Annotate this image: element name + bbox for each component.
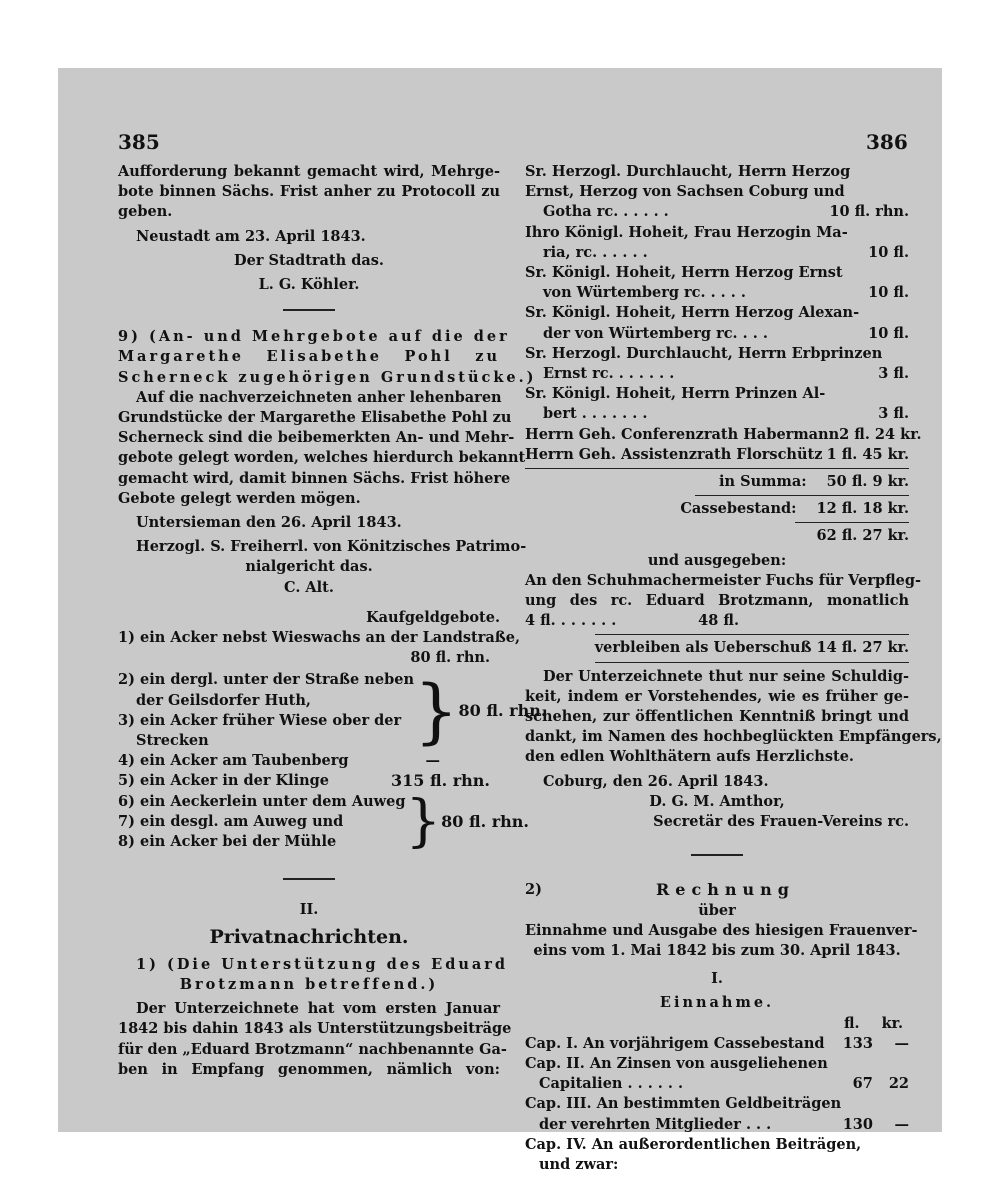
private-body: für den „Eduard Brotzmann“ nachbenannte Ga- xyxy=(118,1040,507,1058)
notice-body: gemacht wird, damit binnen Sächs. Frist höhere xyxy=(118,469,511,487)
closing-text: den edlen Wohlthätern aufs Herzlichste. xyxy=(525,748,854,766)
donor-name: bert . . . . . . . xyxy=(543,405,648,423)
notice-place: Untersieman den 26. April 1843. xyxy=(136,514,402,532)
donor-name: der von Würtemberg rc. . . . xyxy=(543,324,768,342)
notice-court: nialgericht das. xyxy=(245,558,373,576)
notice-title: Scherneck zugehörigen Grundstücke.) xyxy=(118,368,537,386)
donor-name: Herrn Geh. Assistenzrath Florschütz xyxy=(525,445,823,463)
donor-name: Sr. Herzogl. Durchlaucht, Herrn Herzog xyxy=(525,163,851,180)
signature: L. G. Köhler. xyxy=(258,276,360,294)
offer-item: 2) ein dergl. unter der Straße neben xyxy=(118,671,414,689)
offer-row xyxy=(118,751,500,771)
donor-amount: 3 fl. xyxy=(878,365,909,383)
notice-body: Grundstücke der Margarethe Elisabethe Pohl zu xyxy=(118,409,512,427)
donor-row xyxy=(525,384,909,404)
section-title: Privatnachrichten. xyxy=(209,925,409,948)
donor-row xyxy=(525,202,909,222)
donor-row xyxy=(525,445,909,465)
surplus: verbleiben als Ueberschuß 14 fl. 27 kr. xyxy=(594,639,909,657)
cash-row xyxy=(525,499,909,519)
sum-rule xyxy=(695,495,909,496)
roman-numeral: I. xyxy=(711,970,723,988)
income-amount xyxy=(843,1155,909,1175)
income-title: Einnahme. xyxy=(659,994,775,1012)
donor-name: Ernst rc. . . . . . . xyxy=(543,365,675,383)
offer-item: 5) ein Acker in der Klinge xyxy=(118,772,330,790)
private-body: 1842 bis dahin 1843 als Unterstützungsbeiträge xyxy=(118,1020,512,1038)
notice-body: Scherneck sind die beibemerkten An- und Mehr- xyxy=(118,429,515,447)
income-amount xyxy=(843,1115,909,1135)
issued-amount: 48 fl. xyxy=(698,612,739,630)
donor-row xyxy=(525,344,909,364)
col-fl: fl. xyxy=(844,1014,860,1032)
income-amount xyxy=(843,1074,909,1094)
brace: } xyxy=(405,788,442,854)
right-page-number: 386 xyxy=(866,130,908,154)
donor-name: Sr. Königl. Hoheit, Herrn Herzog Alexan- xyxy=(525,304,860,322)
notice-sign: C. Alt. xyxy=(284,578,334,596)
place-date: Neustadt am 23. April 1843. xyxy=(136,227,366,245)
offer-amount: 80 fl. rhn. xyxy=(458,700,547,720)
offer-item: 7) ein desgl. am Auweg und xyxy=(118,812,344,830)
cash-label: Cassebestand: xyxy=(680,500,797,518)
divider xyxy=(283,878,335,880)
brace: } xyxy=(413,669,459,752)
income-fl: 67 xyxy=(852,1075,873,1093)
income-label-cont: Capitalien . . . . . . xyxy=(539,1075,684,1093)
closing-text: Der Unterzeichnete thut nur seine Schuldig- xyxy=(543,667,909,685)
sum-rule xyxy=(525,468,909,469)
intro-line: bote binnen Sächs. Frist anher zu Protocoll zu xyxy=(118,183,500,201)
offer-amount: 80 fl. rhn. xyxy=(410,649,490,667)
income-label: Cap. II. An Zinsen von ausgeliehenen xyxy=(525,1054,828,1072)
notice-title: Margarethe Elisabethe Pohl zu xyxy=(118,348,500,366)
closing-sign: Secretär des Frauen-Vereins rc. xyxy=(653,813,909,831)
closing-sign: D. G. M. Amthor, xyxy=(649,792,785,810)
offer-amount: 80 fl. rhn. xyxy=(441,811,529,831)
donor-amount: 2 fl. 24 kr. xyxy=(839,425,922,443)
total-amount: 62 fl. 27 kr. xyxy=(816,527,909,545)
issued-row xyxy=(525,611,909,631)
col-kr: kr. xyxy=(881,1014,903,1032)
donor-row xyxy=(525,303,909,323)
donor-row xyxy=(525,425,922,445)
donor-row xyxy=(525,263,909,283)
income-row xyxy=(525,1115,909,1135)
closing-place: Coburg, den 26. April 1843. xyxy=(543,772,769,790)
notice-body: Auf die nachverzeichneten anher lehenbaren xyxy=(136,388,502,406)
offer-item: 6) ein Aeckerlein unter dem Auweg xyxy=(118,792,406,810)
closing-text: keit, indem er Vorstehendes, wie es früher ge- xyxy=(525,687,909,705)
surplus-rule xyxy=(595,634,909,635)
offer-amount: — xyxy=(425,752,440,770)
intro-line: Aufforderung bekannt gemacht wird, Mehrge- xyxy=(118,163,500,180)
report-sub: eins vom 1. Mai 1842 bis zum 30. April 1843. xyxy=(533,941,901,959)
report-title: Rechnung xyxy=(656,880,795,900)
donor-row xyxy=(525,364,909,384)
offer-item: 1) ein Acker nebst Wieswachs an der Landstraße, xyxy=(118,629,521,647)
offers-header: Kaufgeldgebote. xyxy=(366,608,500,626)
right-column xyxy=(525,162,942,1175)
private-title: Brotzmann betreffend.) xyxy=(179,975,439,993)
report-sub: Einnahme und Ausgabe des hiesigen Frauenver- xyxy=(525,921,918,939)
donor-name: Sr. Königl. Hoheit, Herrn Herzog Ernst xyxy=(525,264,843,282)
income-row xyxy=(525,1074,909,1094)
income-kr: — xyxy=(894,1115,909,1133)
donor-amount: 10 fl. xyxy=(868,243,909,261)
offer-group xyxy=(118,670,546,751)
surplus-rule xyxy=(595,662,909,663)
closing-text: schehen, zur öffentlichen Kenntniß bringt und xyxy=(525,708,909,726)
donor-row xyxy=(525,162,909,182)
authority: Der Stadtrath das. xyxy=(234,251,384,269)
income-amount xyxy=(843,1034,909,1054)
private-title: 1) (Die Unterstützung des Eduard xyxy=(136,955,509,973)
offer-item: Strecken xyxy=(136,732,209,750)
income-col-headers xyxy=(525,1014,909,1034)
issued-text: 4 fl. . . . . . . xyxy=(525,612,617,630)
report-heading xyxy=(525,880,909,900)
donor-name: von Würtemberg rc. . . . . xyxy=(543,284,746,302)
cash-amount: 12 fl. 18 kr. xyxy=(816,500,909,518)
income-label: Cap. III. An bestimmten Geldbeiträgen xyxy=(525,1095,842,1113)
left-page-number: 385 xyxy=(118,130,160,154)
offer-group xyxy=(118,788,529,854)
report-sub: über xyxy=(698,901,736,919)
closing-text: dankt, im Namen des hochbeglückten Empfängers, xyxy=(525,728,942,746)
donor-row xyxy=(525,283,909,303)
private-body: Der Unterzeichnete hat vom ersten Januar xyxy=(136,1000,500,1018)
income-label-cont: und zwar: xyxy=(539,1155,619,1173)
offer-item: 4) ein Acker am Taubenberg xyxy=(118,752,349,770)
donor-name: Herrn Geh. Conferenzrath Habermann xyxy=(525,425,840,443)
donor-name: Sr. Herzogl. Durchlaucht, Herrn Erbprinzen xyxy=(525,344,883,362)
income-kr xyxy=(889,1155,909,1175)
income-list xyxy=(525,1034,909,1175)
offer-item: 3) ein Acker früher Wiese ober der xyxy=(118,711,402,729)
donor-name: ria, rc. . . . . . xyxy=(543,243,648,261)
notice-court: Herzogl. S. Freiherrl. von Könitzisches Patrimo- xyxy=(136,538,527,556)
donor-row xyxy=(525,404,909,424)
income-fl xyxy=(843,1155,873,1175)
offer-amount: 315 fl. rhn. xyxy=(390,771,490,791)
sum-row xyxy=(525,472,909,492)
income-kr: 22 xyxy=(888,1075,909,1093)
donor-name: Sr. Königl. Hoheit, Herrn Prinzen Al- xyxy=(525,385,826,403)
donor-row xyxy=(525,243,909,263)
offer-row xyxy=(118,771,500,791)
divider xyxy=(283,309,335,311)
donor-name: Ernst, Herzog von Sachsen Coburg und xyxy=(525,183,845,201)
notice-title: 9) (An- und Mehrgebote auf die der xyxy=(118,328,510,346)
intro-line: geben. xyxy=(118,203,173,221)
offer-item: der Geilsdorfer Huth, xyxy=(136,691,311,709)
offer-item: 8) ein Acker bei der Mühle xyxy=(118,833,337,851)
section-number: II. xyxy=(299,901,319,919)
private-body: ben in Empfang genommen, nämlich von: xyxy=(118,1060,500,1078)
donor-list xyxy=(525,162,922,465)
divider xyxy=(691,854,743,856)
donor-amount: 1 fl. 45 kr. xyxy=(826,445,909,463)
notice-body: Gebote gelegt werden mögen. xyxy=(118,489,361,507)
donor-row xyxy=(525,324,909,344)
donor-amount: 10 fl. xyxy=(868,324,909,342)
income-kr: — xyxy=(894,1034,909,1052)
sum-amount: 50 fl. 9 kr. xyxy=(826,473,909,491)
donor-amount: 10 fl. rhn. xyxy=(829,203,909,221)
report-number: 2) xyxy=(525,881,542,899)
income-row xyxy=(525,1155,909,1175)
issued-label: und ausgegeben: xyxy=(647,551,787,569)
income-label: Cap. I. An vorjährigem Cassebestand xyxy=(525,1034,825,1052)
donor-name: Gotha rc. . . . . . xyxy=(543,203,669,221)
donor-name: Ihro Königl. Hoheit, Frau Herzogin Ma- xyxy=(525,223,848,241)
donor-row xyxy=(525,182,909,202)
donor-amount: 10 fl. xyxy=(868,284,909,302)
notice-body: gebote gelegt worden, welches hierdurch bekannt xyxy=(118,449,526,467)
issued-text: An den Schuhmachermeister Fuchs für Verpfleg- xyxy=(525,571,922,589)
income-label-cont: der verehrten Mitglieder . . . xyxy=(539,1115,772,1133)
income-fl: 133 xyxy=(842,1034,873,1052)
left-column xyxy=(118,162,547,1080)
sum-rule xyxy=(795,522,909,523)
donor-row xyxy=(525,223,909,243)
income-row xyxy=(525,1034,909,1054)
income-label: Cap. IV. An außerordentlichen Beiträgen, xyxy=(525,1135,862,1153)
issued-text: ung des rc. Eduard Brotzmann, monatlich xyxy=(525,592,909,610)
income-fl: 130 xyxy=(842,1115,873,1133)
sum-label: in Summa: xyxy=(719,473,807,491)
donor-amount: 3 fl. xyxy=(878,405,909,423)
